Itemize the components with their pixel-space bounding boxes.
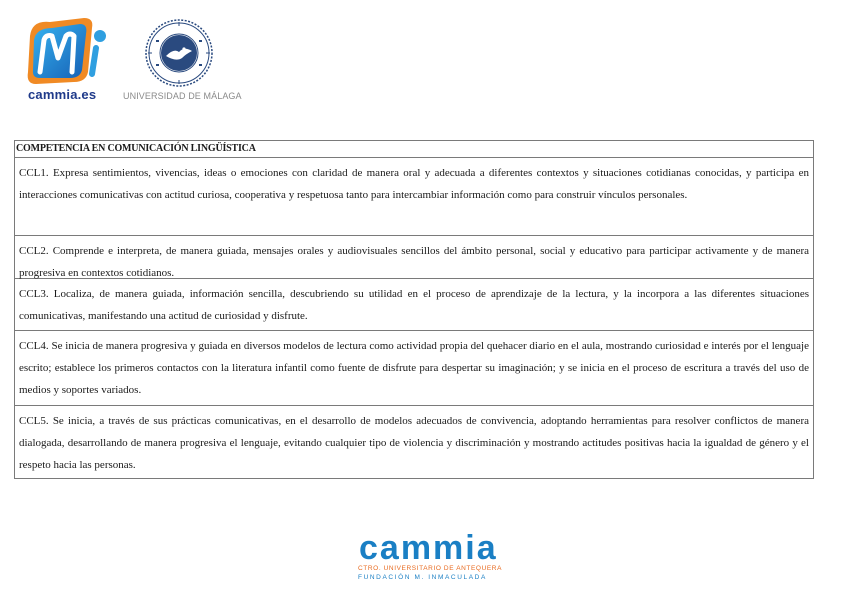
cammia-logo-text: cammia.es [28, 87, 97, 102]
competence-item-ccl1: CCL1. Expresa sentimientos, vivencias, ideas o emociones con claridad de manera oral y adecuada a diferentes contextos y situaciones cotidianas conocidas, y participa en interacciones comunicativas con actitud curiosa, cooperativa y respetuosa tanto para intercambiar información como para construir vínculos personales. [15, 158, 813, 236]
cammia-logo-mark [22, 14, 112, 86]
competence-table [14, 140, 814, 479]
footer-subtitle-1: CTRO. UNIVERSITARIO DE ANTEQUERA [358, 565, 503, 572]
footer-subtitle-2: FUNDACIÓN M. INMACULADA [358, 574, 487, 581]
competence-item-ccl5: CCL5. Se inicia, a través de sus prácticas comunicativas, en el desarrollo de modelos adecuados de convivencia, adoptando herramientas para resolver conflictos de manera dialogada, desarrollando de manera progresiva el lenguaje, evitando cualquier tipo de violencia y discriminación y mostrando actitudes positivas hacia la igualdad de género y el respeto hacia las personas. [19, 415, 809, 471]
competence-item-ccl3: CCL3. Localiza, de manera guiada, información sencilla, descubriendo su utilidad en el proceso de aprendizaje de la lectura, y la incorpora a las diferentes situaciones comunicativas, manifestando una actitud de curiosidad y disfrute. [15, 279, 813, 331]
competence-item-ccl2: CCL2. Comprende e interpreta, de manera guiada, mensajes orales y audiovisuales sencillos del ámbito personal, social y educativo para participar activamente y de manera progresiva en contextos cotidianos. [15, 236, 813, 279]
uma-logo-text: UNIVERSIDAD DE MÁLAGA [123, 91, 242, 101]
competence-title: COMPETENCIA EN COMUNICACIÓN LINGÜÍSTICA [15, 141, 813, 158]
competence-item-ccl4: CCL4. Se inicia de manera progresiva y guiada en diversos modelos de lectura como actividad propia del quehacer diario en el aula, mostrando curiosidad e interés por el lenguaje escrito; establece los primeros contactos con la literatura infantil como fuente de disfrute para despertar su imaginación; y se inicia en el proceso de escritura a través del uso de medios y soportes variados. [15, 331, 813, 406]
uma-seal-icon [144, 18, 214, 93]
footer-brand: cammia [359, 529, 498, 567]
footer-cammia-logo [358, 531, 518, 581]
